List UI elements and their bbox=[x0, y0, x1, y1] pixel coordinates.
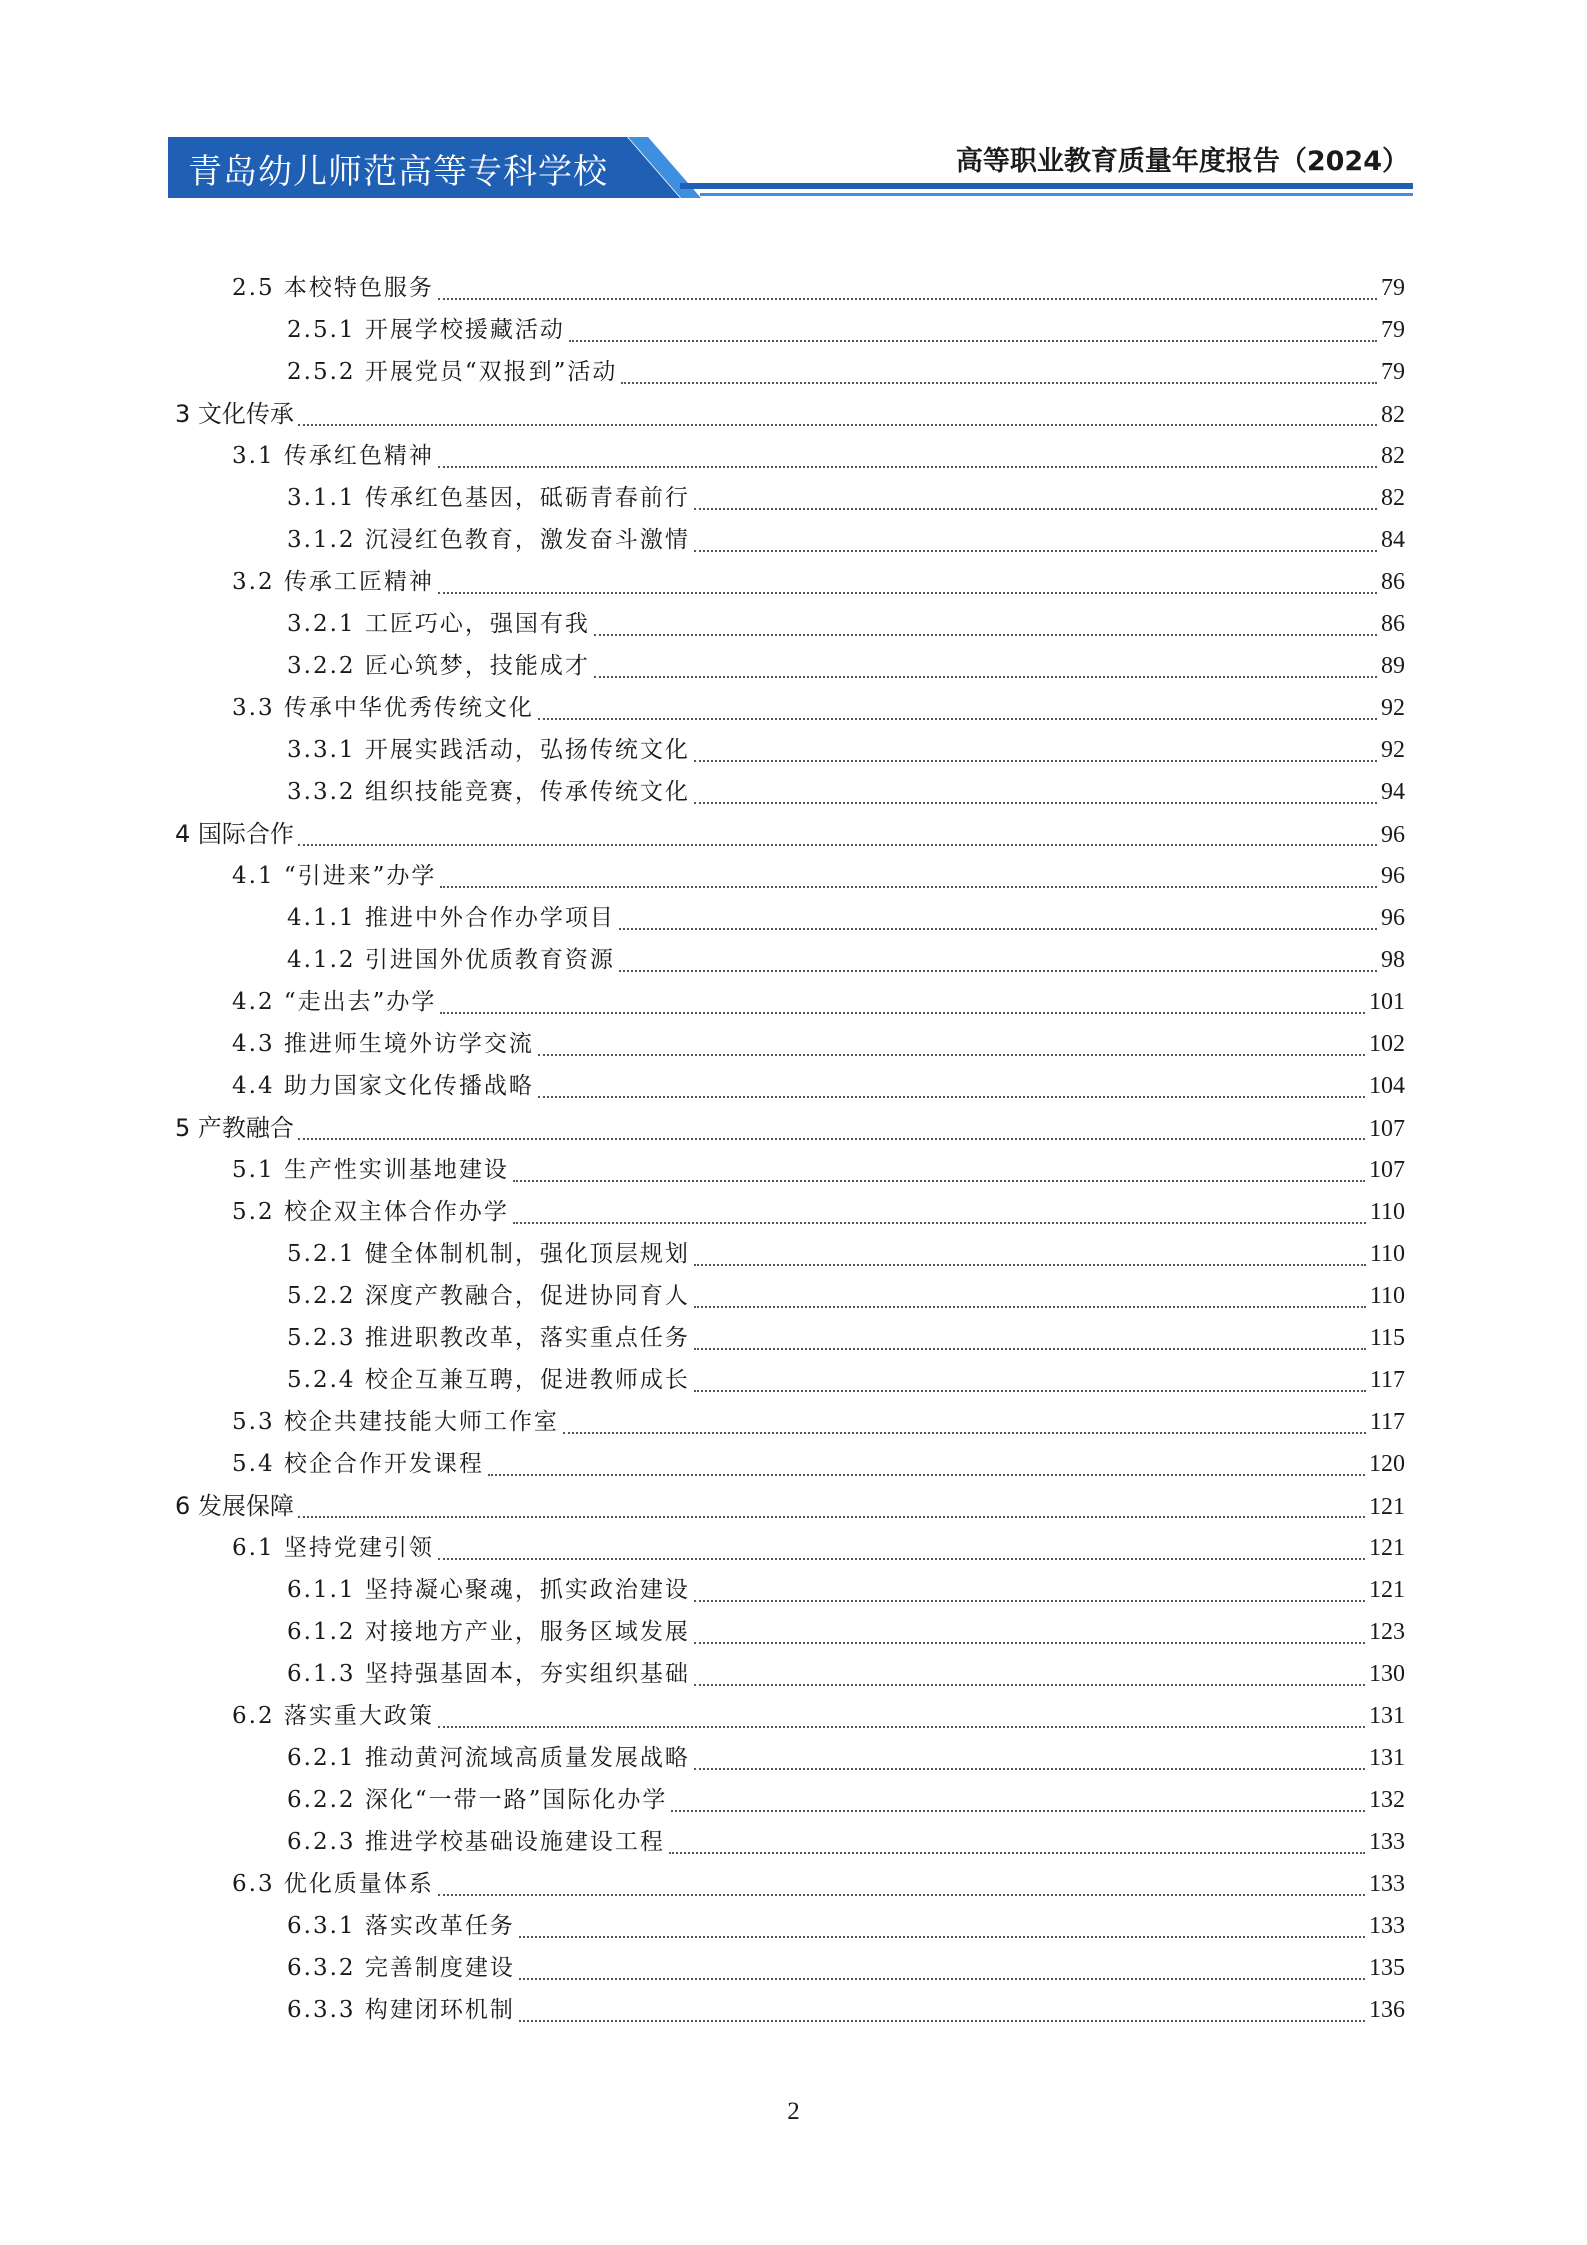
toc-entry[interactable] bbox=[175, 1317, 1405, 1359]
toc-dot-leader bbox=[519, 1977, 1365, 1980]
toc-entry-label: 3.1.2 沉浸红色教育，激发奋斗激情 bbox=[287, 527, 690, 553]
toc-entry-page: 135 bbox=[1369, 1955, 1405, 1981]
toc-entry-page: 115 bbox=[1369, 1325, 1405, 1351]
toc-entry[interactable] bbox=[175, 1527, 1405, 1569]
toc-entry-label: 5.2.3 推进职教改革，落实重点任务 bbox=[287, 1325, 690, 1351]
toc-entry-label: 3 文化传承 bbox=[175, 400, 294, 428]
toc-entry-page: 110 bbox=[1369, 1283, 1405, 1309]
toc-entry-label: 5.2.1 健全体制机制，强化顶层规划 bbox=[287, 1241, 690, 1267]
toc-entry-page: 120 bbox=[1369, 1451, 1405, 1477]
toc-entry[interactable] bbox=[175, 1107, 1405, 1149]
toc-dot-leader bbox=[513, 1179, 1365, 1182]
toc-entry[interactable] bbox=[175, 1779, 1405, 1821]
toc-entry-label: 2.5 本校特色服务 bbox=[232, 275, 434, 301]
header-rule-thin bbox=[700, 193, 1413, 196]
toc-entry-label: 6.1.1 坚持凝心聚魂，抓实政治建设 bbox=[287, 1577, 690, 1603]
toc-entry-label: 3.2.2 匠心筑梦，技能成才 bbox=[287, 653, 590, 679]
toc-dot-leader bbox=[694, 1767, 1365, 1770]
toc-entry-page: 104 bbox=[1369, 1073, 1405, 1099]
toc-entry-page: 92 bbox=[1381, 737, 1405, 763]
toc-dot-leader bbox=[563, 1431, 1366, 1434]
toc-dot-leader bbox=[438, 1893, 1365, 1896]
toc-dot-leader bbox=[438, 1557, 1365, 1560]
header-rule-thick bbox=[680, 183, 1413, 189]
toc-dot-leader bbox=[438, 1725, 1365, 1728]
toc-dot-leader bbox=[519, 2019, 1365, 2022]
toc-entry[interactable] bbox=[175, 1737, 1405, 1779]
toc-dot-leader bbox=[694, 801, 1377, 804]
toc-dot-leader bbox=[669, 1851, 1365, 1854]
toc-entry[interactable] bbox=[175, 477, 1405, 519]
toc-entry[interactable] bbox=[175, 561, 1405, 603]
toc-dot-leader bbox=[694, 1641, 1365, 1644]
toc-dot-leader bbox=[440, 1011, 1365, 1014]
toc-entry-label: 6.2 落实重大政策 bbox=[232, 1703, 434, 1729]
toc-dot-leader bbox=[694, 507, 1377, 510]
toc-entry[interactable] bbox=[175, 267, 1405, 309]
toc-dot-leader bbox=[594, 633, 1377, 636]
toc-entry[interactable] bbox=[175, 393, 1405, 435]
toc-entry[interactable] bbox=[175, 939, 1405, 981]
toc-entry[interactable] bbox=[175, 1191, 1405, 1233]
toc-entry[interactable] bbox=[175, 1149, 1405, 1191]
toc-entry-page: 121 bbox=[1369, 1577, 1405, 1603]
toc-entry-page: 117 bbox=[1369, 1409, 1405, 1435]
toc-entry-label: 5.1 生产性实训基地建设 bbox=[232, 1157, 509, 1183]
toc-dot-leader bbox=[671, 1809, 1365, 1812]
toc-entry-page: 86 bbox=[1381, 611, 1405, 637]
toc-entry-page: 98 bbox=[1381, 947, 1405, 973]
toc-entry[interactable] bbox=[175, 813, 1405, 855]
toc-entry[interactable] bbox=[175, 981, 1405, 1023]
toc-entry-page: 110 bbox=[1369, 1241, 1405, 1267]
toc-entry-page: 79 bbox=[1381, 317, 1405, 343]
toc-entry-page: 117 bbox=[1369, 1367, 1405, 1393]
toc-dot-leader bbox=[594, 675, 1377, 678]
toc-entry-page: 121 bbox=[1369, 1535, 1405, 1561]
page-header bbox=[0, 0, 1587, 210]
toc-dot-leader bbox=[694, 1389, 1366, 1392]
toc-entry-page: 107 bbox=[1369, 1116, 1405, 1142]
toc-entry-page: 82 bbox=[1381, 485, 1405, 511]
toc-entry-label: 4.1.1 推进中外合作办学项目 bbox=[287, 905, 615, 931]
toc-entry[interactable] bbox=[175, 1905, 1405, 1947]
toc-dot-leader bbox=[694, 1347, 1366, 1350]
toc-entry-page: 82 bbox=[1381, 443, 1405, 469]
toc-entry[interactable] bbox=[175, 1653, 1405, 1695]
toc-entry-page: 123 bbox=[1369, 1619, 1405, 1645]
toc-entry[interactable] bbox=[175, 1947, 1405, 1989]
toc-entry-label: 3.2 传承工匠精神 bbox=[232, 569, 434, 595]
toc-entry-page: 102 bbox=[1369, 1031, 1405, 1057]
toc-entry-label: 6.3.2 完善制度建设 bbox=[287, 1955, 515, 1981]
toc-entry-label: 4.4 助力国家文化传播战略 bbox=[232, 1073, 534, 1099]
toc-dot-leader bbox=[298, 843, 1377, 846]
toc-entry[interactable] bbox=[175, 1989, 1405, 2031]
toc-entry[interactable] bbox=[175, 309, 1405, 351]
toc-dot-leader bbox=[538, 1095, 1365, 1098]
toc-entry[interactable] bbox=[175, 1023, 1405, 1065]
toc-entry-page: 84 bbox=[1381, 527, 1405, 553]
toc-entry[interactable] bbox=[175, 1401, 1405, 1443]
toc-dot-leader bbox=[440, 885, 1377, 888]
toc-entry-page: 79 bbox=[1381, 359, 1405, 385]
toc-entry[interactable] bbox=[175, 897, 1405, 939]
toc-entry-page: 133 bbox=[1369, 1913, 1405, 1939]
toc-entry-label: 6.3.3 构建闭环机制 bbox=[287, 1997, 515, 2023]
toc-entry[interactable] bbox=[175, 603, 1405, 645]
toc-dot-leader bbox=[694, 1599, 1365, 1602]
toc-entry[interactable] bbox=[175, 519, 1405, 561]
toc-entry[interactable] bbox=[175, 1233, 1405, 1275]
toc-entry-label: 6.3 优化质量体系 bbox=[232, 1871, 434, 1897]
toc-entry-label: 4 国际合作 bbox=[175, 820, 294, 848]
toc-entry-page: 96 bbox=[1381, 822, 1405, 848]
toc-entry-label: 6.3.1 落实改革任务 bbox=[287, 1913, 515, 1939]
toc-entry[interactable] bbox=[175, 1065, 1405, 1107]
toc-entry[interactable] bbox=[175, 1695, 1405, 1737]
toc-entry-page: 89 bbox=[1381, 653, 1405, 679]
toc-entry[interactable] bbox=[175, 1485, 1405, 1527]
toc-entry-label: 3.3.2 组织技能竞赛，传承传统文化 bbox=[287, 779, 690, 805]
toc-entry[interactable] bbox=[175, 1863, 1405, 1905]
toc-entry-label: 3.2.1 工匠巧心，强国有我 bbox=[287, 611, 590, 637]
toc-entry-label: 6.1.3 坚持强基固本，夯实组织基础 bbox=[287, 1661, 690, 1687]
toc-entry-page: 132 bbox=[1369, 1787, 1405, 1813]
toc-dot-leader bbox=[621, 381, 1377, 384]
toc-entry-page: 110 bbox=[1369, 1199, 1405, 1225]
toc-entry-page: 121 bbox=[1369, 1494, 1405, 1520]
toc-entry-label: 3.1.1 传承红色基因，砥砺青春前行 bbox=[287, 485, 690, 511]
toc-entry-page: 94 bbox=[1381, 779, 1405, 805]
toc-entry-label: 6.1 坚持党建引领 bbox=[232, 1535, 434, 1561]
toc-dot-leader bbox=[569, 339, 1377, 342]
toc-entry-page: 96 bbox=[1381, 905, 1405, 931]
toc-entry-label: 5.2.2 深度产教融合，促进协同育人 bbox=[287, 1283, 690, 1309]
toc-entry[interactable] bbox=[175, 1359, 1405, 1401]
toc-entry-page: 133 bbox=[1369, 1871, 1405, 1897]
toc-entry-page: 96 bbox=[1381, 863, 1405, 889]
toc-entry-label: 5.4 校企合作开发课程 bbox=[232, 1451, 484, 1477]
table-of-contents bbox=[175, 267, 1405, 2031]
toc-entry-label: 4.2 “走出去”办学 bbox=[232, 989, 437, 1015]
toc-entry[interactable] bbox=[175, 771, 1405, 813]
toc-entry[interactable] bbox=[175, 645, 1405, 687]
toc-entry[interactable] bbox=[175, 729, 1405, 771]
toc-entry-page: 92 bbox=[1381, 695, 1405, 721]
toc-dot-leader bbox=[694, 1683, 1365, 1686]
toc-entry-label: 5.2 校企双主体合作办学 bbox=[232, 1199, 509, 1225]
toc-dot-leader bbox=[438, 591, 1377, 594]
toc-dot-leader bbox=[488, 1473, 1365, 1476]
toc-entry-label: 5.3 校企共建技能大师工作室 bbox=[232, 1409, 559, 1435]
toc-dot-leader bbox=[538, 717, 1377, 720]
toc-entry[interactable] bbox=[175, 855, 1405, 897]
toc-entry-label: 6.1.2 对接地方产业，服务区域发展 bbox=[287, 1619, 690, 1645]
toc-entry-label: 3.3.1 开展实践活动，弘扬传统文化 bbox=[287, 737, 690, 763]
toc-entry-page: 107 bbox=[1369, 1157, 1405, 1183]
toc-entry-page: 79 bbox=[1381, 275, 1405, 301]
report-title: 高等职业教育质量年度报告（2024） bbox=[955, 146, 1409, 177]
toc-dot-leader bbox=[298, 1137, 1365, 1140]
toc-entry[interactable] bbox=[175, 687, 1405, 729]
toc-dot-leader bbox=[438, 297, 1377, 300]
toc-dot-leader bbox=[694, 549, 1377, 552]
toc-dot-leader bbox=[513, 1221, 1366, 1224]
toc-dot-leader bbox=[298, 1515, 1365, 1518]
toc-entry-label: 3.3 传承中华优秀传统文化 bbox=[232, 695, 534, 721]
toc-entry-page: 130 bbox=[1369, 1661, 1405, 1687]
toc-entry-page: 131 bbox=[1369, 1745, 1405, 1771]
toc-dot-leader bbox=[438, 465, 1377, 468]
toc-dot-leader bbox=[619, 927, 1377, 930]
school-name: 青岛幼儿师范高等专科学校 bbox=[188, 152, 608, 192]
toc-entry-page: 86 bbox=[1381, 569, 1405, 595]
toc-entry-label: 6.2.2 深化“一带一路”国际化办学 bbox=[287, 1787, 668, 1813]
toc-entry-page: 131 bbox=[1369, 1703, 1405, 1729]
toc-entry-label: 4.1 “引进来”办学 bbox=[232, 863, 437, 889]
toc-entry[interactable] bbox=[175, 1443, 1405, 1485]
toc-dot-leader bbox=[694, 759, 1377, 762]
toc-entry-label: 2.5.2 开展党员“双报到”活动 bbox=[287, 359, 618, 385]
toc-entry[interactable] bbox=[175, 1275, 1405, 1317]
toc-entry-label: 4.3 推进师生境外访学交流 bbox=[232, 1031, 534, 1057]
toc-entry[interactable] bbox=[175, 435, 1405, 477]
toc-entry-label: 5 产教融合 bbox=[175, 1114, 294, 1142]
toc-entry-label: 6 发展保障 bbox=[175, 1492, 294, 1520]
toc-dot-leader bbox=[694, 1263, 1366, 1266]
toc-dot-leader bbox=[538, 1053, 1365, 1056]
toc-entry-label: 3.1 传承红色精神 bbox=[232, 443, 434, 469]
toc-entry-label: 6.2.3 推进学校基础设施建设工程 bbox=[287, 1829, 665, 1855]
toc-entry[interactable] bbox=[175, 351, 1405, 393]
toc-entry-page: 136 bbox=[1369, 1997, 1405, 2023]
toc-entry[interactable] bbox=[175, 1611, 1405, 1653]
toc-entry[interactable] bbox=[175, 1569, 1405, 1611]
toc-dot-leader bbox=[694, 1305, 1366, 1308]
toc-entry-label: 2.5.1 开展学校援藏活动 bbox=[287, 317, 565, 343]
toc-entry-page: 101 bbox=[1369, 989, 1405, 1015]
toc-entry[interactable] bbox=[175, 1821, 1405, 1863]
toc-dot-leader bbox=[519, 1935, 1365, 1938]
toc-dot-leader bbox=[298, 423, 1377, 426]
toc-entry-label: 6.2.1 推动黄河流域高质量发展战略 bbox=[287, 1745, 690, 1771]
toc-entry-page: 82 bbox=[1381, 402, 1405, 428]
toc-entry-page: 133 bbox=[1369, 1829, 1405, 1855]
toc-dot-leader bbox=[619, 969, 1377, 972]
page-number: 2 bbox=[787, 2098, 800, 2125]
toc-entry-label: 4.1.2 引进国外优质教育资源 bbox=[287, 947, 615, 973]
toc-entry-label: 5.2.4 校企互兼互聘，促进教师成长 bbox=[287, 1367, 690, 1393]
